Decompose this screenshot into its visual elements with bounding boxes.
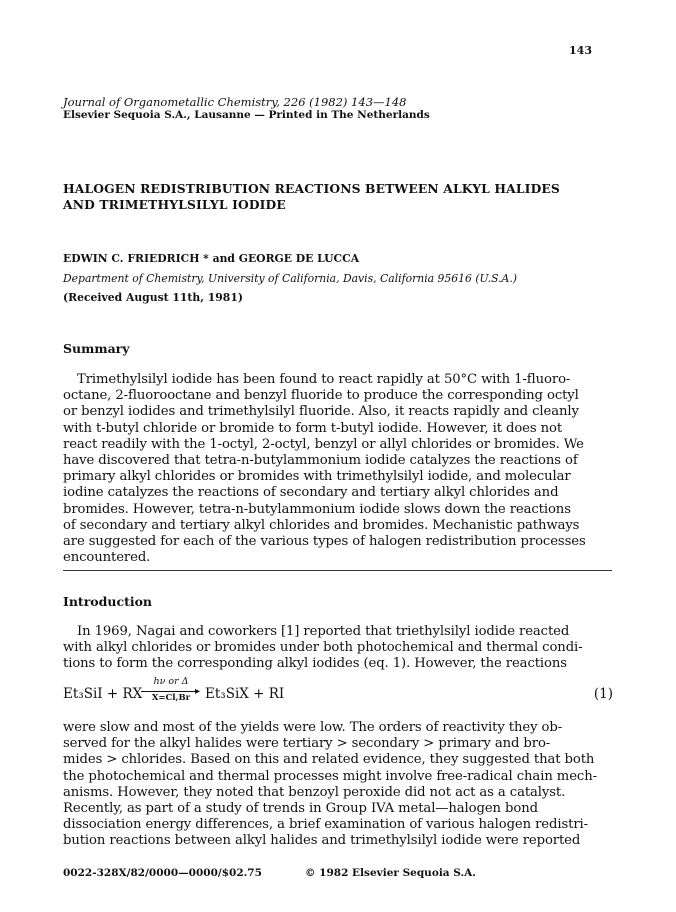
- summary-line: of secondary and tertiary alkyl chlorides and bromides. Mechanistic pathways: [63, 517, 580, 533]
- summary-line: react readily with the 1-octyl, 2-octyl, benzyl or allyl chlorides or bromides. We: [63, 436, 584, 452]
- equation-1: [63, 676, 613, 706]
- publisher-line: Elsevier Sequoia S.A., Lausanne — Printed in The Netherlands: [63, 109, 430, 121]
- section-divider: [63, 570, 612, 571]
- page-number: 143: [569, 44, 592, 57]
- received-date: (Received August 11th, 1981): [63, 291, 243, 304]
- title-line: AND TRIMETHYLSILYL IODIDE: [63, 197, 286, 212]
- arrow-line: [141, 691, 199, 692]
- affiliation: Department of Chemistry, University of California, Davis, California 95616 (U.S.A.): [63, 272, 517, 285]
- article-title: [63, 181, 560, 213]
- arrow-condition: hν or Δ: [153, 676, 189, 687]
- introduction-paragraph: [63, 624, 623, 673]
- introduction-paragraph-continued: [63, 720, 623, 850]
- footer-copyright: © 1982 Elsevier Sequoia S.A.: [305, 867, 476, 879]
- equation-reactants: Et₃SiI + RX: [63, 686, 143, 702]
- introduction-heading: Introduction: [63, 594, 153, 609]
- intro-line: the photochemical and thermal processes might involve free-radical chain mech-: [63, 768, 597, 784]
- footer-code: 0022-328X/82/0000—0000/$02.75: [63, 867, 262, 879]
- intro-line: anisms. However, they noted that benzoyl peroxide did not act as a catalyst.: [63, 784, 566, 800]
- summary-line: bromides. However, tetra-n-butylammonium iodide slows down the reactions: [63, 501, 571, 517]
- summary-line: or benzyl iodides and trimethylsilyl fluoride. Also, it reacts rapidly and cleanly: [63, 404, 579, 420]
- summary-line: Trimethylsilyl iodide has been found to react rapidly at 50°C with 1-fluoro-: [77, 372, 571, 387]
- authors: EDWIN C. FRIEDRICH * and GEORGE DE LUCCA: [63, 252, 360, 265]
- intro-line: In 1969, Nagai and coworkers [1] reported that triethylsilyl iodide reacted: [77, 624, 570, 639]
- intro-line: dissociation energy differences, a brief examination of various halogen redistri-: [63, 817, 589, 833]
- intro-line: served for the alkyl halides were tertiary > secondary > primary and bro-: [63, 736, 551, 752]
- intro-line: were slow and most of the yields were low. The orders of reactivity they ob-: [63, 720, 563, 735]
- summary-line: with t-butyl chloride or bromide to form t-butyl iodide. However, it does not: [63, 420, 563, 436]
- arrow-substituent: X=Cl,Br: [151, 693, 191, 703]
- summary-line: have discovered that tetra-n-butylammonium iodide catalyzes the reactions of: [63, 452, 578, 468]
- intro-line: bution reactions between alkyl halides and trimethylsilyl iodide were reported: [63, 833, 581, 849]
- equation-number: (1): [593, 686, 613, 702]
- summary-paragraph: [63, 372, 623, 566]
- arrow-head-icon: ▸: [195, 686, 201, 697]
- summary-line: octane, 2-fluorooctane and benzyl fluoride to produce the corresponding octyl: [63, 388, 579, 404]
- title-line: HALOGEN REDISTRIBUTION REACTIONS BETWEEN ALKYL HALIDES: [63, 181, 560, 196]
- summary-line: primary alkyl chlorides or bromides with trimethylsilyl iodide, and molecular: [63, 469, 571, 485]
- journal-citation: Journal of Organometallic Chemistry, 226 (1982) 143—148: [63, 95, 407, 109]
- equation-products: Et₃SiX + RI: [205, 686, 285, 702]
- summary-line: iodine catalyzes the reactions of secondary and tertiary alkyl chlorides and: [63, 485, 559, 501]
- intro-line: Recently, as part of a study of trends in Group IVA metal—halogen bond: [63, 800, 538, 816]
- summary-line: are suggested for each of the various types of halogen redistribution processes: [63, 533, 586, 549]
- intro-line: tions to form the corresponding alkyl iodides (eq. 1). However, the reactions: [63, 656, 567, 672]
- intro-line: mides > chlorides. Based on this and related evidence, they suggested that both: [63, 752, 595, 768]
- summary-line: encountered.: [63, 550, 151, 566]
- summary-heading: Summary: [63, 341, 130, 356]
- intro-line: with alkyl chlorides or bromides under both photochemical and thermal condi-: [63, 640, 583, 656]
